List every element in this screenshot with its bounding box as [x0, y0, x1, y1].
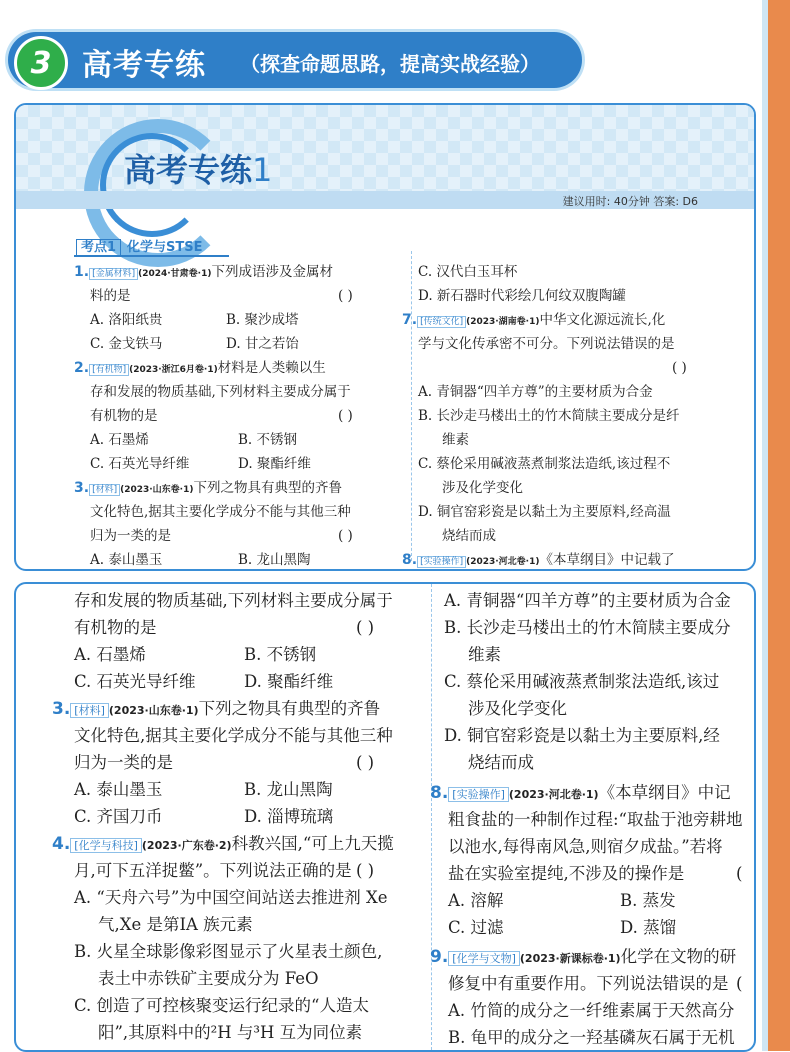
q7-option-b-cont: 维素: [442, 432, 469, 448]
zq4-option-a: A. “天舟六号”为中国空间站送去推进剂 Xe: [74, 888, 388, 907]
zq8-option-b: B. 蒸发: [620, 891, 676, 910]
q3-option-a: A. 泰山墨玉: [90, 552, 163, 568]
zoom-question-3: 3. [材料] (2023·山东卷·1)下列之物具有典型的齐鲁: [52, 699, 381, 719]
q3-option-b: B. 龙山黑陶: [238, 552, 311, 568]
zq3-option-a: A. 泰山墨玉: [74, 780, 163, 799]
q1-line2: 料的是: [90, 288, 131, 304]
section-number: 3: [14, 36, 68, 90]
question-2: 2. [有机物] (2023·浙江6月卷·1)材料是人类赖以生: [74, 360, 326, 376]
zq3-option-c: C. 齐国刀币: [74, 807, 163, 826]
zq2-option-c: C. 石英光导纤维: [74, 672, 196, 691]
zq8-line3: 以池水,每得南风急,则宿夕成盐。”若将: [448, 837, 723, 856]
zq2-option-a: A. 石墨烯: [74, 645, 146, 664]
zq4-option-c-cont: 阳”,其原料中的²H 与³H 互为同位素: [98, 1023, 363, 1042]
q2-line2: 存和发展的物质基础,下列材料主要成分属于: [90, 384, 351, 400]
q1-option-b: B. 聚沙成塔: [226, 312, 299, 328]
topic-heading: 考点1 化学与STSE: [76, 236, 203, 255]
zoom-question-9: 9. [化学与文物] (2023·新课标卷·1)化学在文物的研: [430, 947, 737, 967]
q7-option-d-cont: 烧结而成: [442, 528, 496, 544]
zq7-option-c-cont: 涉及化学变化: [468, 699, 567, 718]
zq3-answer-bracket: ( ): [356, 753, 375, 772]
q2-option-c: C. 石英光导纤维: [90, 456, 190, 472]
zq8-line2: 粗食盐的一种制作过程:“取盐于池旁耕地: [448, 810, 743, 829]
q3-line2: 文化特色,据其主要化学成分不能与其他三种: [90, 504, 351, 520]
q7-option-c-cont: 涉及化学变化: [442, 480, 523, 496]
card-title: 高考专练1: [124, 151, 273, 189]
q6-option-c: C. 汉代白玉耳杯: [418, 264, 518, 280]
zq7-option-b-cont: 维素: [468, 645, 501, 664]
q3-line3: 归为一类的是: [90, 528, 171, 544]
question-3: 3. [材料] (2023·山东卷·1)下列之物具有典型的齐鲁: [74, 480, 342, 496]
zq8-option-a: A. 溶解: [448, 891, 504, 910]
question-8: 8. [实验操作] (2023·河北卷·1)《本草纲目》中记载了: [402, 552, 675, 568]
zq3-option-d: D. 淄博琉璃: [244, 807, 334, 826]
zq9-option-a: A. 竹简的成分之一纤维素属于天然高分: [448, 1001, 735, 1020]
zq7-option-c: C. 蔡伦采用碱液蒸煮制浆法造纸,该过: [444, 672, 720, 691]
column-divider: [411, 251, 412, 561]
q2-option-a: A. 石墨烯: [90, 432, 149, 448]
zq8-option-d: D. 蒸馏: [620, 918, 677, 937]
zq3-line3: 归为一类的是: [74, 753, 173, 772]
section-banner: [8, 32, 582, 88]
zq4-option-b: B. 火星全球影像彩图显示了火星表土颜色,: [74, 942, 383, 961]
zq4-line2: 月,可下五洋捉鳖”。下列说法正确的是: [74, 861, 352, 880]
q6-option-d: D. 新石器时代彩绘几何纹双腹陶罐: [418, 288, 626, 304]
q7-line2: 学与文化传承密不可分。下列说法错误的是: [418, 336, 675, 352]
q7-option-a: A. 青铜器“四羊方尊”的主要材质为合金: [418, 384, 653, 400]
zq9-answer-bracket: (: [736, 974, 743, 993]
zq4-answer-bracket: ( ): [356, 861, 375, 880]
q3-answer-bracket: ( ): [338, 528, 353, 544]
zq7-option-d: D. 铜官窑彩瓷是以黏土为主要原料,经: [444, 726, 720, 745]
q7-option-b: B. 长沙走马楼出土的竹木简牍主要成分是纤: [418, 408, 680, 424]
page-edge-strip: [768, 0, 790, 1051]
zq8-option-c: C. 过滤: [448, 918, 504, 937]
q2-line3: 有机物的是: [90, 408, 158, 424]
q1-option-a: A. 洛阳纸贵: [90, 312, 163, 328]
zq3-line2: 文化特色,据其主要化学成分不能与其他三种: [74, 726, 393, 745]
q2-option-d: D. 聚酯纤维: [238, 456, 311, 472]
q7-option-d: D. 铜官窑彩瓷是以黏土为主要原料,经高温: [418, 504, 671, 520]
zq8-line4: 盐在实验室提纯,不涉及的操作是: [448, 864, 685, 883]
zq2-answer-bracket: ( ): [356, 618, 375, 637]
zq7-option-b: B. 长沙走马楼出土的竹木简牍主要成分: [444, 618, 731, 637]
zq8-answer-bracket: (: [736, 864, 743, 883]
q7-answer-bracket: ( ): [672, 360, 687, 376]
q1-option-c: C. 金戈铁马: [90, 336, 163, 352]
q1-option-d: D. 甘之若饴: [226, 336, 299, 352]
zq9-option-b: B. 龟甲的成分之一羟基磷灰石属于无机: [448, 1028, 735, 1047]
zq7-option-a: A. 青铜器“四羊方尊”的主要材质为合金: [444, 591, 731, 610]
topic-underline: [74, 255, 229, 257]
zoom-question-8: 8. [实验操作] (2023·河北卷·1)《本草纲目》中记: [430, 783, 731, 803]
zq9-line2: 修复中有重要作用。下列说法错误的是: [448, 974, 729, 993]
question-7: 7. [传统文化] (2023·湖南卷·1)中华文化源远流长,化: [402, 312, 666, 328]
section-title: 高考专练: [82, 48, 206, 83]
exercise-preview-card: [14, 103, 756, 571]
zq2-line2: 存和发展的物质基础,下列材料主要成分属于: [74, 591, 393, 610]
zoomed-detail-panel: [14, 582, 756, 1052]
q2-option-b: B. 不锈钢: [238, 432, 298, 448]
zq2-line3: 有机物的是: [74, 618, 157, 637]
zoom-question-4: 4. [化学与科技] (2023·广东卷·2)科教兴国,“可上九天揽: [52, 834, 394, 854]
q2-answer-bracket: ( ): [338, 408, 353, 424]
q7-option-c: C. 蔡伦采用碱液蒸煮制浆法造纸,该过程不: [418, 456, 671, 472]
zq2-option-b: B. 不锈钢: [244, 645, 317, 664]
q1-answer-bracket: ( ): [338, 288, 353, 304]
zq4-option-c: C. 创造了可控核聚变运行纪录的“人造太: [74, 996, 369, 1015]
question-1: 1. [金属材料] (2024·甘肃卷·1)下列成语涉及金属材: [74, 264, 333, 280]
card-meta: 建议用时: 40分钟 答案: D6: [562, 195, 698, 208]
zq3-option-b: B. 龙山黑陶: [244, 780, 333, 799]
zq2-option-d: D. 聚酯纤维: [244, 672, 334, 691]
zoom-column-divider: [431, 584, 432, 1050]
section-subtitle: （探查命题思路，提高实战经验）: [240, 52, 540, 76]
zq7-option-d-cont: 烧结而成: [468, 753, 534, 772]
zq4-option-b-cont: 表土中赤铁矿主要成分为 FeO: [98, 969, 319, 988]
zq4-option-a-cont: 气,Xe 是第ⅠA 族元素: [98, 915, 253, 934]
